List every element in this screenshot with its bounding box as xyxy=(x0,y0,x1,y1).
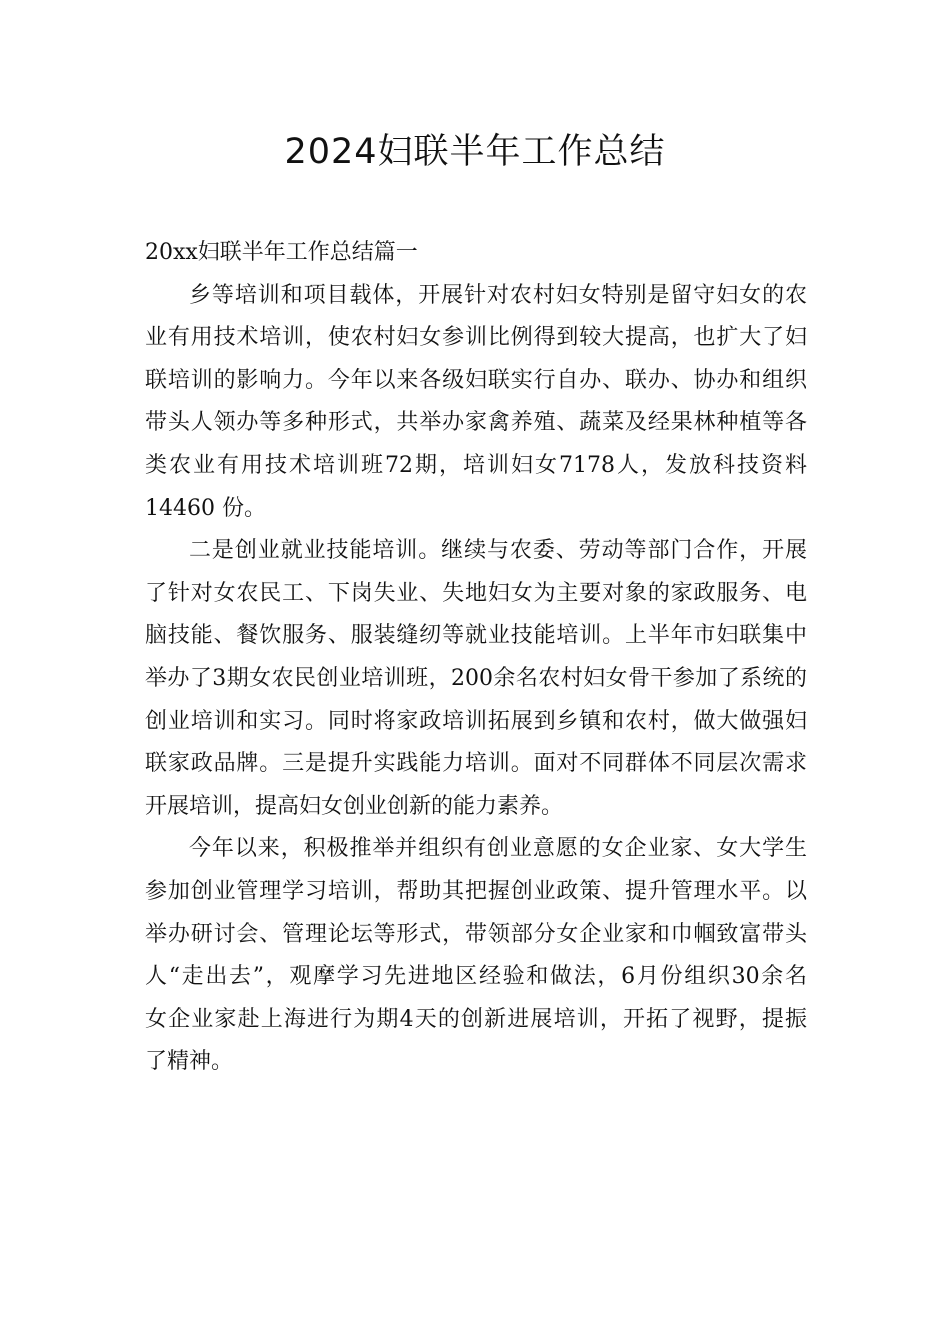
paragraph-line: 参加创业管理学习培训，帮助其把握创业政策、提升管理水平。以 xyxy=(145,878,807,904)
paragraph-line: 创业培训和实习。同时将家政培训拓展到乡镇和农村，做大做强妇 xyxy=(145,708,807,734)
section-heading: 20xx妇联半年工作总结篇一 xyxy=(145,240,418,265)
paragraph-line: 联培训的影响力。今年以来各级妇联实行自办、联办、协办和组织 xyxy=(145,367,807,393)
paragraph-line: 联家政品牌。三是提升实践能力培训。面对不同群体不同层次需求 xyxy=(145,751,807,777)
paragraph-line: 脑技能、餐饮服务、服装缝纫等就业技能培训。上半年市妇联集中 xyxy=(145,623,807,649)
paragraph-line: 业有用技术培训，使农村妇女参训比例得到较大提高，也扩大了妇 xyxy=(145,325,807,351)
paragraph-line: 了精神。 xyxy=(145,1049,234,1075)
paragraph-line: 带头人领办等多种形式，共举办家禽养殖、蔬菜及经果林种植等各 xyxy=(145,410,807,436)
paragraph-3 xyxy=(145,828,807,1084)
document-title: 2024妇联半年工作总结 xyxy=(284,132,666,172)
document-body xyxy=(145,232,807,1084)
paragraph-line: 14460 份。 xyxy=(145,495,266,521)
paragraph-line: 举办了3期女农民创业培训班，200余名农村妇女骨干参加了系统的 xyxy=(145,665,807,691)
paragraph-line: 二是创业就业技能培训。继续与农委、劳动等部门合作，开展 xyxy=(189,538,807,564)
paragraph-line: 类农业有用技术培训班72期，培训妇女7178人，发放科技资料 xyxy=(145,452,807,478)
paragraph-line: 女企业家赴上海进行为期4天的创新进展培训，开拓了视野，提振 xyxy=(145,1006,807,1032)
paragraph-line: 举办研讨会、管理论坛等形式，带领部分女企业家和巾帼致富带头 xyxy=(145,921,807,947)
paragraph-2 xyxy=(145,530,807,828)
paragraph-line: 乡等培训和项目载体，开展针对农村妇女特别是留守妇女的农 xyxy=(189,282,807,308)
paragraph-line: 开展培训，提高妇女创业创新的能力素养。 xyxy=(145,793,564,819)
paragraph-1 xyxy=(145,275,807,531)
paragraph-line: 今年以来，积极推举并组织有创业意愿的女企业家、女大学生 xyxy=(189,836,807,862)
paragraph-line: 人“走出去”，观摩学习先进地区经验和做法，6月份组织30余名 xyxy=(145,964,807,990)
paragraph-line: 了针对女农民工、下岗失业、失地妇女为主要对象的家政服务、电 xyxy=(145,580,807,606)
